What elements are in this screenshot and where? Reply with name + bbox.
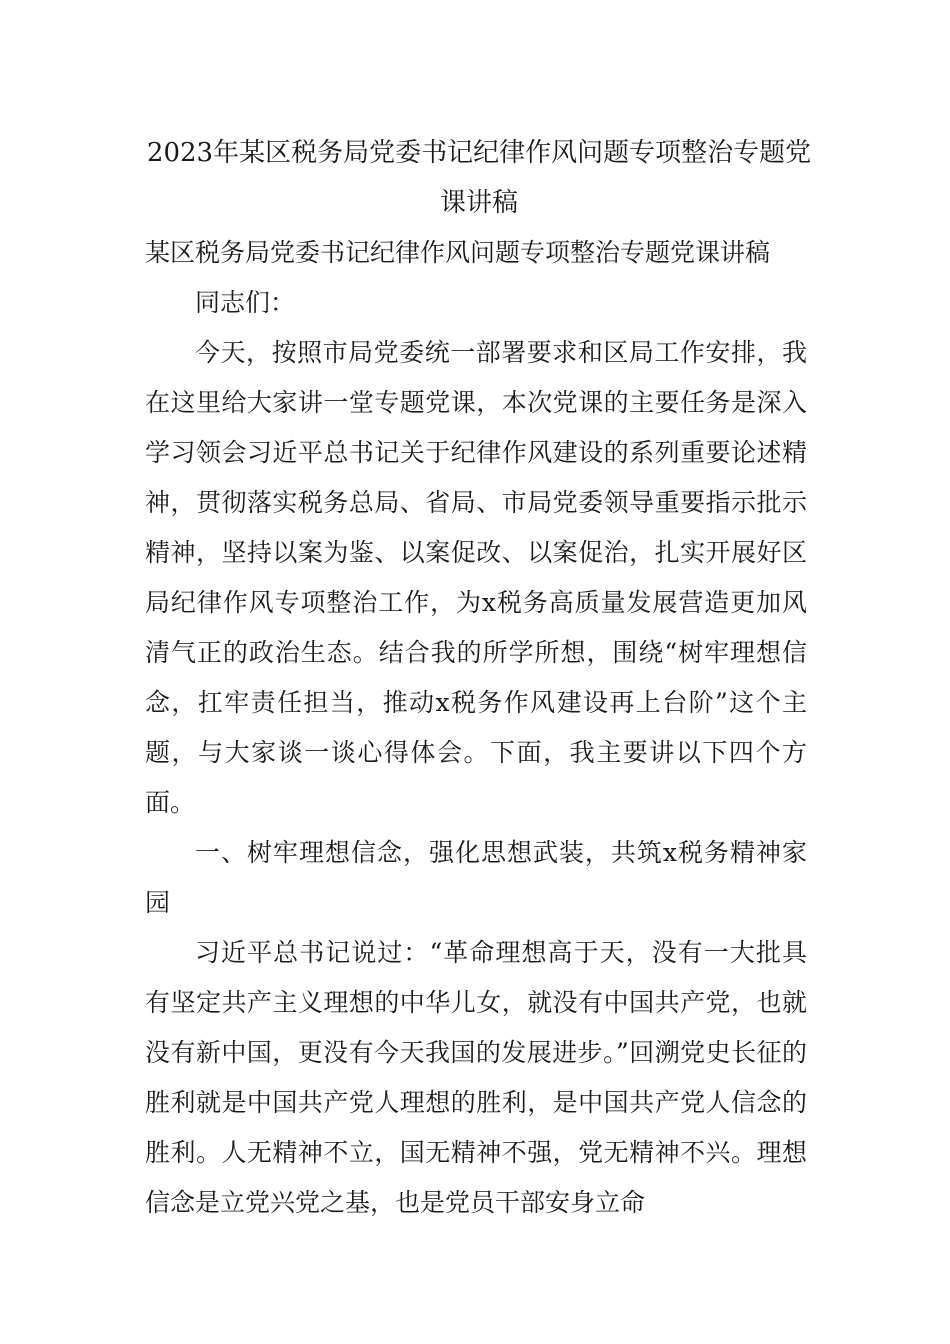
document-title: 2023年某区税务局党委书记纪律作风问题专项整治专题党课讲稿 xyxy=(146,138,812,218)
section-heading-1: 一、树牢理想信念，强化思想武装，共筑x税务精神家园 xyxy=(145,838,807,917)
greeting-paragraph: 同志们： xyxy=(195,288,296,317)
body-paragraph: 习近平总书记说过：“革命理想高于天，没有一大批具有坚定共产主义理想的中华儿女，就没有中国共产党，也就没有新中国，更没有今天我国的发展进步。”回溯党史长征的胜利就是中国共产党人理想的胜利，是中国共产党人信念的胜利。人无精神不立，国无精神不强，党无精神不兴。理想信念是立党兴党之基，也是党员干部安身立命 xyxy=(145,938,807,1217)
document-page xyxy=(145,128,812,1228)
document-subtitle: 某区税务局党委书记纪律作风问题专项整治专题党课讲稿 xyxy=(145,238,771,267)
intro-paragraph: 今天，按照市局党委统一部署要求和区局工作安排，我在这里给大家讲一堂专题党课，本次党课的主要任务是深入学习领会习近平总书记关于纪律作风建设的系列重要论述精神，贯彻落实税务总局、省局、市局党委领导重要指示批示精神，坚持以案为鉴、以案促改、以案促治，扎实开展好区局纪律作风专项整治工作，为x税务高质量发展营造更加风清气正的政治生态。结合我的所学所想，围绕“树牢理想信念，扛牢责任担当，推动x税务作风建设再上台阶”这个主题，与大家谈一谈心得体会。下面，我主要讲以下四个方面。 xyxy=(145,338,807,817)
